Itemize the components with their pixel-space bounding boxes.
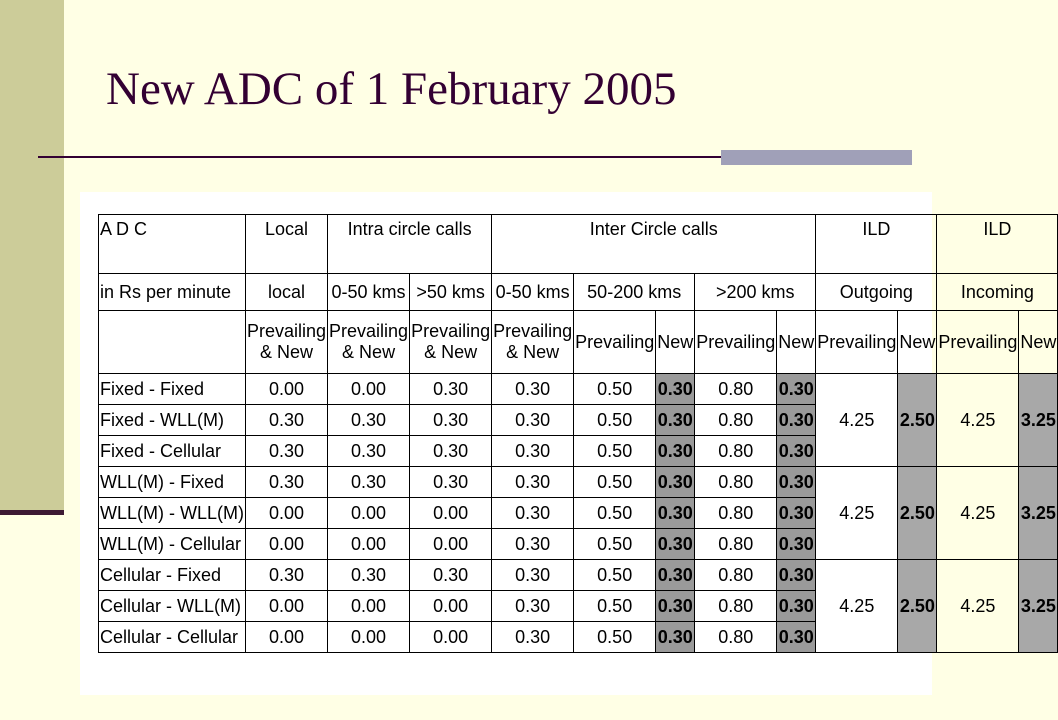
rate-cell: 0.30 bbox=[777, 436, 816, 467]
rate-cell: 0.30 bbox=[656, 560, 695, 591]
header-intra-circle: Intra circle calls bbox=[328, 215, 492, 274]
ild-out-new-cell: 2.50 bbox=[898, 374, 937, 467]
ild-in-new-cell: 3.25 bbox=[1019, 467, 1058, 560]
ild-out-prev-cell: 4.25 bbox=[816, 467, 898, 560]
rate-cell: 0.30 bbox=[410, 374, 492, 405]
table-row bbox=[99, 560, 1058, 591]
rate-cell: 0.30 bbox=[777, 467, 816, 498]
rate-label-row bbox=[99, 311, 1058, 374]
rate-cell: 0.80 bbox=[695, 498, 777, 529]
rate-cell: 0.80 bbox=[695, 622, 777, 653]
ild-out-new-cell: 2.50 bbox=[898, 560, 937, 653]
rate-cell: 0.30 bbox=[656, 529, 695, 560]
rate-cell: 0.30 bbox=[245, 467, 327, 498]
rate-cell: 0.00 bbox=[245, 529, 327, 560]
rate-cell: 0.30 bbox=[492, 498, 574, 529]
rate-cell: 0.00 bbox=[410, 622, 492, 653]
header-local: Local bbox=[245, 215, 327, 274]
ild-out-prev-cell: 4.25 bbox=[816, 560, 898, 653]
subheader-inter-0-50: 0-50 kms bbox=[492, 274, 574, 311]
rate-cell: 0.50 bbox=[574, 374, 656, 405]
rate-cell: 0.80 bbox=[695, 591, 777, 622]
row-label: Fixed - Cellular bbox=[99, 436, 246, 467]
side-bar-decoration bbox=[0, 0, 64, 512]
rate-cell: 0.30 bbox=[245, 560, 327, 591]
rate-cell: 0.50 bbox=[574, 498, 656, 529]
rate-cell: 0.30 bbox=[656, 467, 695, 498]
rate-cell: 0.30 bbox=[245, 436, 327, 467]
rate-cell: 0.00 bbox=[328, 591, 410, 622]
rate-cell: 0.80 bbox=[695, 467, 777, 498]
rate-label-prevailing: Prevailing bbox=[816, 311, 898, 374]
rate-label-prevailing-new: Prevailing & New bbox=[245, 311, 327, 374]
rate-label-prevailing-new: Prevailing & New bbox=[328, 311, 410, 374]
ild-in-prev-cell: 4.25 bbox=[937, 467, 1019, 560]
rate-cell: 0.00 bbox=[245, 622, 327, 653]
rate-cell: 0.80 bbox=[695, 374, 777, 405]
header-inter-circle: Inter Circle calls bbox=[492, 215, 816, 274]
subheader-incoming: Incoming bbox=[937, 274, 1058, 311]
table-row bbox=[99, 374, 1058, 405]
rate-cell: 0.00 bbox=[410, 591, 492, 622]
rate-cell: 0.30 bbox=[656, 405, 695, 436]
rate-cell: 0.80 bbox=[695, 436, 777, 467]
row-label: WLL(M) - WLL(M) bbox=[99, 498, 246, 529]
rate-cell: 0.30 bbox=[492, 467, 574, 498]
rate-cell: 0.30 bbox=[245, 405, 327, 436]
rate-label-blank bbox=[99, 311, 246, 374]
row-label: Fixed - Fixed bbox=[99, 374, 246, 405]
rate-cell: 0.30 bbox=[777, 498, 816, 529]
ild-in-prev-cell: 4.25 bbox=[937, 374, 1019, 467]
rate-cell: 0.80 bbox=[695, 405, 777, 436]
ild-in-new-cell: 3.25 bbox=[1019, 374, 1058, 467]
table-body bbox=[99, 374, 1058, 653]
rate-cell: 0.50 bbox=[574, 529, 656, 560]
rate-cell: 0.30 bbox=[656, 374, 695, 405]
rate-cell: 0.30 bbox=[410, 560, 492, 591]
rate-cell: 0.50 bbox=[574, 591, 656, 622]
rate-label-prevailing: Prevailing bbox=[937, 311, 1019, 374]
rate-label-new: New bbox=[898, 311, 937, 374]
table-row bbox=[99, 467, 1058, 498]
rate-cell: 0.30 bbox=[410, 405, 492, 436]
title-divider-accent bbox=[721, 150, 912, 165]
rate-cell: 0.30 bbox=[656, 498, 695, 529]
rate-cell: 0.00 bbox=[245, 374, 327, 405]
rate-cell: 0.00 bbox=[328, 622, 410, 653]
rate-cell: 0.30 bbox=[328, 405, 410, 436]
rate-cell: 0.00 bbox=[328, 529, 410, 560]
row-label: WLL(M) - Fixed bbox=[99, 467, 246, 498]
rate-cell: 0.30 bbox=[492, 405, 574, 436]
rate-cell: 0.30 bbox=[656, 591, 695, 622]
rate-label-prevailing: Prevailing bbox=[695, 311, 777, 374]
header-corner: A D C bbox=[99, 215, 246, 274]
rate-cell: 0.30 bbox=[777, 405, 816, 436]
rate-cell: 0.00 bbox=[245, 498, 327, 529]
row-label: Cellular - WLL(M) bbox=[99, 591, 246, 622]
rate-cell: 0.30 bbox=[777, 374, 816, 405]
rate-cell: 0.30 bbox=[656, 622, 695, 653]
rate-cell: 0.30 bbox=[777, 591, 816, 622]
rate-cell: 0.50 bbox=[574, 467, 656, 498]
header-ild-outgoing-group: ILD bbox=[816, 215, 937, 274]
rate-cell: 0.00 bbox=[410, 498, 492, 529]
rate-cell: 0.30 bbox=[492, 436, 574, 467]
rate-cell: 0.30 bbox=[492, 591, 574, 622]
subheader-unit: in Rs per minute bbox=[99, 274, 246, 311]
row-label: WLL(M) - Cellular bbox=[99, 529, 246, 560]
rate-cell: 0.50 bbox=[574, 560, 656, 591]
rate-cell: 0.30 bbox=[492, 374, 574, 405]
rate-cell: 0.00 bbox=[328, 374, 410, 405]
rate-label-new: New bbox=[1019, 311, 1058, 374]
rate-cell: 0.80 bbox=[695, 529, 777, 560]
rate-cell: 0.30 bbox=[492, 560, 574, 591]
rate-label-new: New bbox=[777, 311, 816, 374]
rate-cell: 0.30 bbox=[410, 467, 492, 498]
adc-rate-table bbox=[98, 214, 1058, 653]
rate-cell: 0.00 bbox=[328, 498, 410, 529]
row-label: Fixed - WLL(M) bbox=[99, 405, 246, 436]
subheader-inter-gt200: >200 kms bbox=[695, 274, 816, 311]
subheader-local: local bbox=[245, 274, 327, 311]
table-header-row bbox=[99, 215, 1058, 274]
rate-cell: 0.50 bbox=[574, 622, 656, 653]
rate-label-prevailing-new: Prevailing & New bbox=[410, 311, 492, 374]
rate-cell: 0.30 bbox=[328, 467, 410, 498]
rate-label-prevailing-new: Prevailing & New bbox=[492, 311, 574, 374]
table-subheader-row bbox=[99, 274, 1058, 311]
header-ild-incoming-group: ILD bbox=[937, 215, 1058, 274]
subheader-intra-0-50: 0-50 kms bbox=[328, 274, 410, 311]
subheader-outgoing: Outgoing bbox=[816, 274, 937, 311]
rate-cell: 0.30 bbox=[777, 622, 816, 653]
rate-label-new: New bbox=[656, 311, 695, 374]
rate-cell: 0.30 bbox=[410, 436, 492, 467]
ild-out-prev-cell: 4.25 bbox=[816, 374, 898, 467]
slide-title: New ADC of 1 February 2005 bbox=[106, 63, 677, 115]
rate-cell: 0.30 bbox=[656, 436, 695, 467]
side-bar-accent bbox=[0, 510, 64, 515]
row-label: Cellular - Fixed bbox=[99, 560, 246, 591]
row-label: Cellular - Cellular bbox=[99, 622, 246, 653]
rate-cell: 0.00 bbox=[410, 529, 492, 560]
rate-cell: 0.30 bbox=[328, 436, 410, 467]
rate-cell: 0.30 bbox=[777, 529, 816, 560]
rate-cell: 0.30 bbox=[492, 529, 574, 560]
rate-cell: 0.50 bbox=[574, 405, 656, 436]
ild-in-new-cell: 3.25 bbox=[1019, 560, 1058, 653]
rate-cell: 0.30 bbox=[777, 560, 816, 591]
subheader-inter-50-200: 50-200 kms bbox=[574, 274, 695, 311]
rate-cell: 0.30 bbox=[492, 622, 574, 653]
rate-cell: 0.80 bbox=[695, 560, 777, 591]
ild-out-new-cell: 2.50 bbox=[898, 467, 937, 560]
rate-label-prevailing: Prevailing bbox=[574, 311, 656, 374]
rate-cell: 0.30 bbox=[328, 560, 410, 591]
ild-in-prev-cell: 4.25 bbox=[937, 560, 1019, 653]
rate-cell: 0.00 bbox=[245, 591, 327, 622]
rate-cell: 0.50 bbox=[574, 436, 656, 467]
subheader-intra-gt50: >50 kms bbox=[410, 274, 492, 311]
